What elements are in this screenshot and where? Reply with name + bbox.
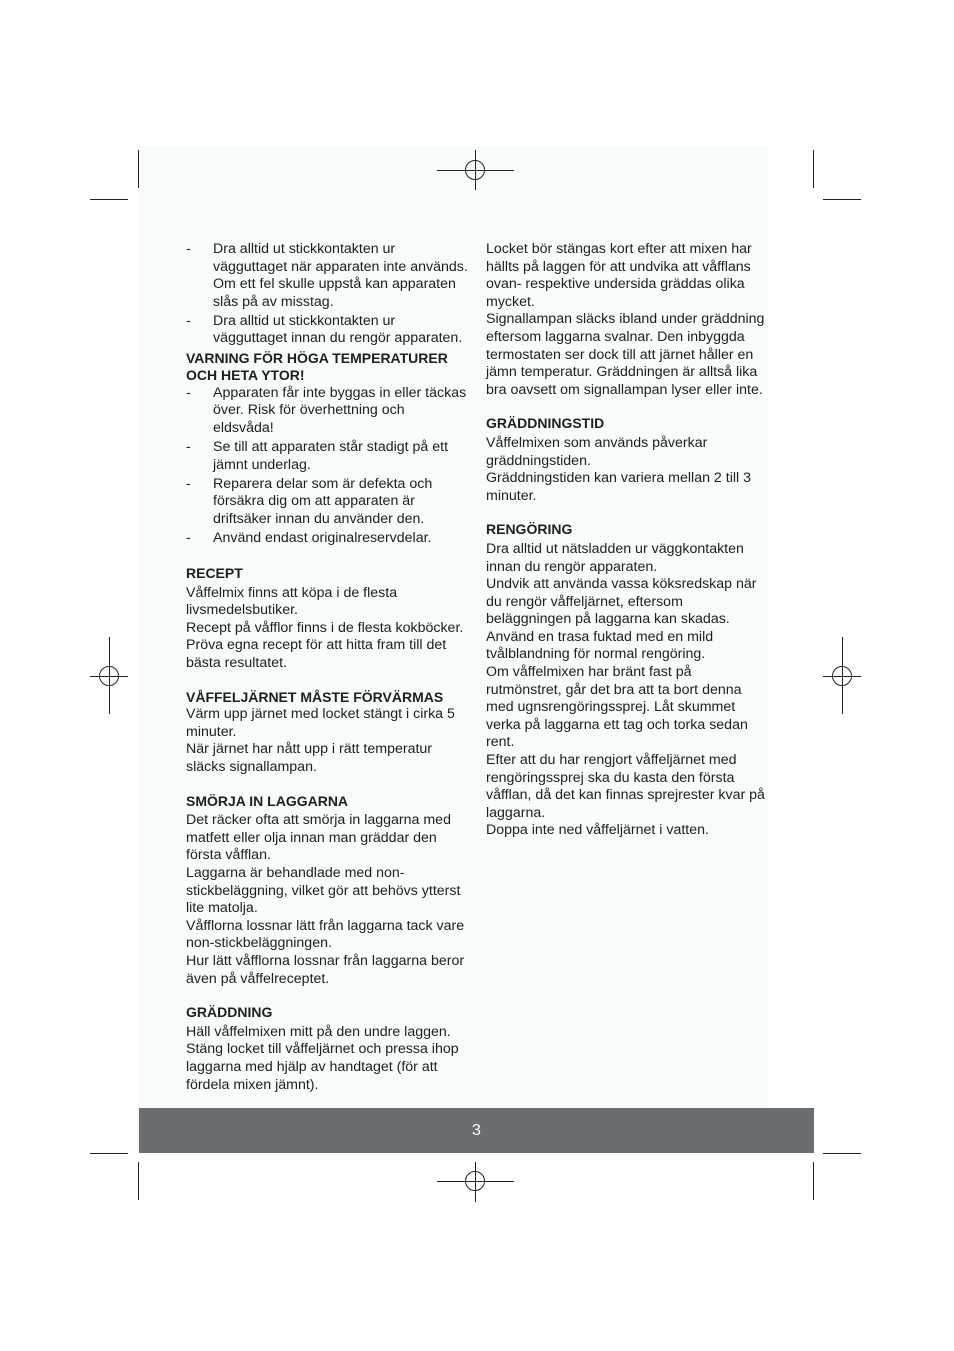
paragraph: Värm upp järnet med locket stängt i cirka 5 minuter. — [186, 706, 455, 740]
list-item: - Använd endast originalreservdelar. — [186, 530, 432, 546]
crop-mark — [823, 199, 861, 200]
page-number: 3 — [472, 1121, 481, 1139]
right-column — [486, 241, 768, 840]
crop-mark — [823, 1153, 861, 1154]
list-item: - Se till att apparaten står stadigt på ett jämnt underlag. — [186, 439, 449, 473]
registration-circle — [99, 666, 119, 686]
footer-bar — [139, 1108, 814, 1153]
crop-mark — [138, 1162, 139, 1200]
paragraph: Stäng locket till våffeljärnet och pressa ihop laggarna med hjälp av handtaget (för att fördela mixen jämnt). — [186, 1041, 459, 1093]
list-item: - Reparera delar som är defekta och försäkra dig om att apparaten är driftsäker innan du använder den. — [186, 475, 433, 527]
cleaning-heading: RENGÖRING — [486, 521, 573, 538]
paragraph: Häll våffelmixen mitt på den undre laggen. — [186, 1023, 451, 1040]
paragraph: Signallampan släcks ibland under gräddning eftersom laggarna svalnar. Den inbyggda termostaten ser dock till att järnet håller en jämn temperatur. Gräddningen är alltså lika bra oavsett om signallampan lyser eller inte. — [486, 311, 765, 398]
crop-mark — [813, 1162, 814, 1200]
paragraph: Det räcker ofta att smörja in laggarna med matfett eller olja innan man gräddar den första våfflan. — [186, 812, 451, 864]
warning-heading: VARNING FÖR HÖGA TEMPERATURER OCH HETA YTOR! — [186, 349, 448, 384]
crop-mark — [138, 150, 139, 188]
paragraph: Gräddningstiden kan variera mellan 2 till 3 minuter. — [486, 470, 751, 504]
preheat-heading: VÅFFELJÄRNET MÅSTE FÖRVÄRMAS — [186, 688, 444, 705]
paragraph: Undvik att använda vassa köksredskap när du rengör våffeljärnet, eftersom beläggningen på laggarna kan skadas. — [486, 576, 757, 628]
list-item: - Apparaten får inte byggas in eller täckas över. Risk för överhettning och eldsvåda! — [186, 384, 467, 436]
crop-mark — [813, 150, 814, 188]
paragraph: Hur lätt våfflorna lossnar från laggarna beror även på våffelreceptet. — [186, 952, 465, 987]
paragraph: När järnet har nått upp i rätt temperatur släcks signallampan. — [186, 741, 433, 776]
registration-circle — [465, 160, 485, 180]
paragraph: Om våffelmixen har bränt fast på rutmönstret, går det bra att ta bort denna med ugnsrengöringssprej. Låt skummet verka på laggarna ett tag och torka sedan rent. — [486, 664, 748, 751]
paragraph: Recept på våfflor finns i de flesta kokböcker. Pröva egna recept för att hitta fram till det bästa resultatet. — [186, 619, 464, 672]
list-item: - Dra alltid ut stickkontakten ur vägguttaget när apparaten inte används. Om ett fel skulle uppstå kan apparaten slås på av misstag. — [186, 241, 468, 310]
time-heading: GRÄDDNINGSTID — [486, 415, 605, 432]
paragraph: Efter att du har rengjort våffeljärnet med rengöringssprej ska du kasta den första våfflan, då det kan finnas sprejrester kvar på laggarna. — [486, 752, 765, 821]
paragraph: Doppa inte ned våffeljärnet i vatten. — [486, 822, 709, 839]
crop-mark — [90, 199, 128, 200]
paragraph: Använd en trasa fuktad med en mild tvålblandning för normal rengöring. — [486, 628, 714, 663]
safety-list-2 — [186, 385, 468, 548]
paragraph: Våfflorna lossnar lätt från laggarna tack vare non-stickbeläggningen. — [186, 917, 465, 952]
baking-heading: GRÄDDNING — [186, 1004, 273, 1021]
registration-circle — [465, 1171, 485, 1191]
safety-list-1 — [186, 241, 468, 348]
paragraph: Laggarna är behandlade med non-stickbeläggning, vilket gör att behövs ytterst lite matolja. — [186, 865, 461, 917]
paragraph: Dra alltid ut nätsladden ur väggkontakten innan du rengör apparaten. — [486, 540, 744, 575]
paragraph: Våffelmix finns att köpa i de flesta livsmedelsbutiker. — [186, 584, 398, 619]
grease-heading: SMÖRJA IN LAGGARNA — [186, 792, 349, 809]
list-item: - Dra alltid ut stickkontakten ur vägguttaget innan du rengör apparaten. — [186, 312, 463, 347]
recept-heading: RECEPT — [186, 565, 243, 582]
paragraph: Locket bör stängas kort efter att mixen har hällts på laggen för att undvika att våfflans ovan- respektive undersida gräddas olika mycket. — [486, 241, 752, 310]
crop-mark — [90, 1153, 128, 1154]
left-column — [186, 241, 468, 1094]
paragraph: Våffelmixen som används påverkar gräddningstiden. — [486, 434, 708, 469]
registration-circle — [832, 666, 852, 686]
